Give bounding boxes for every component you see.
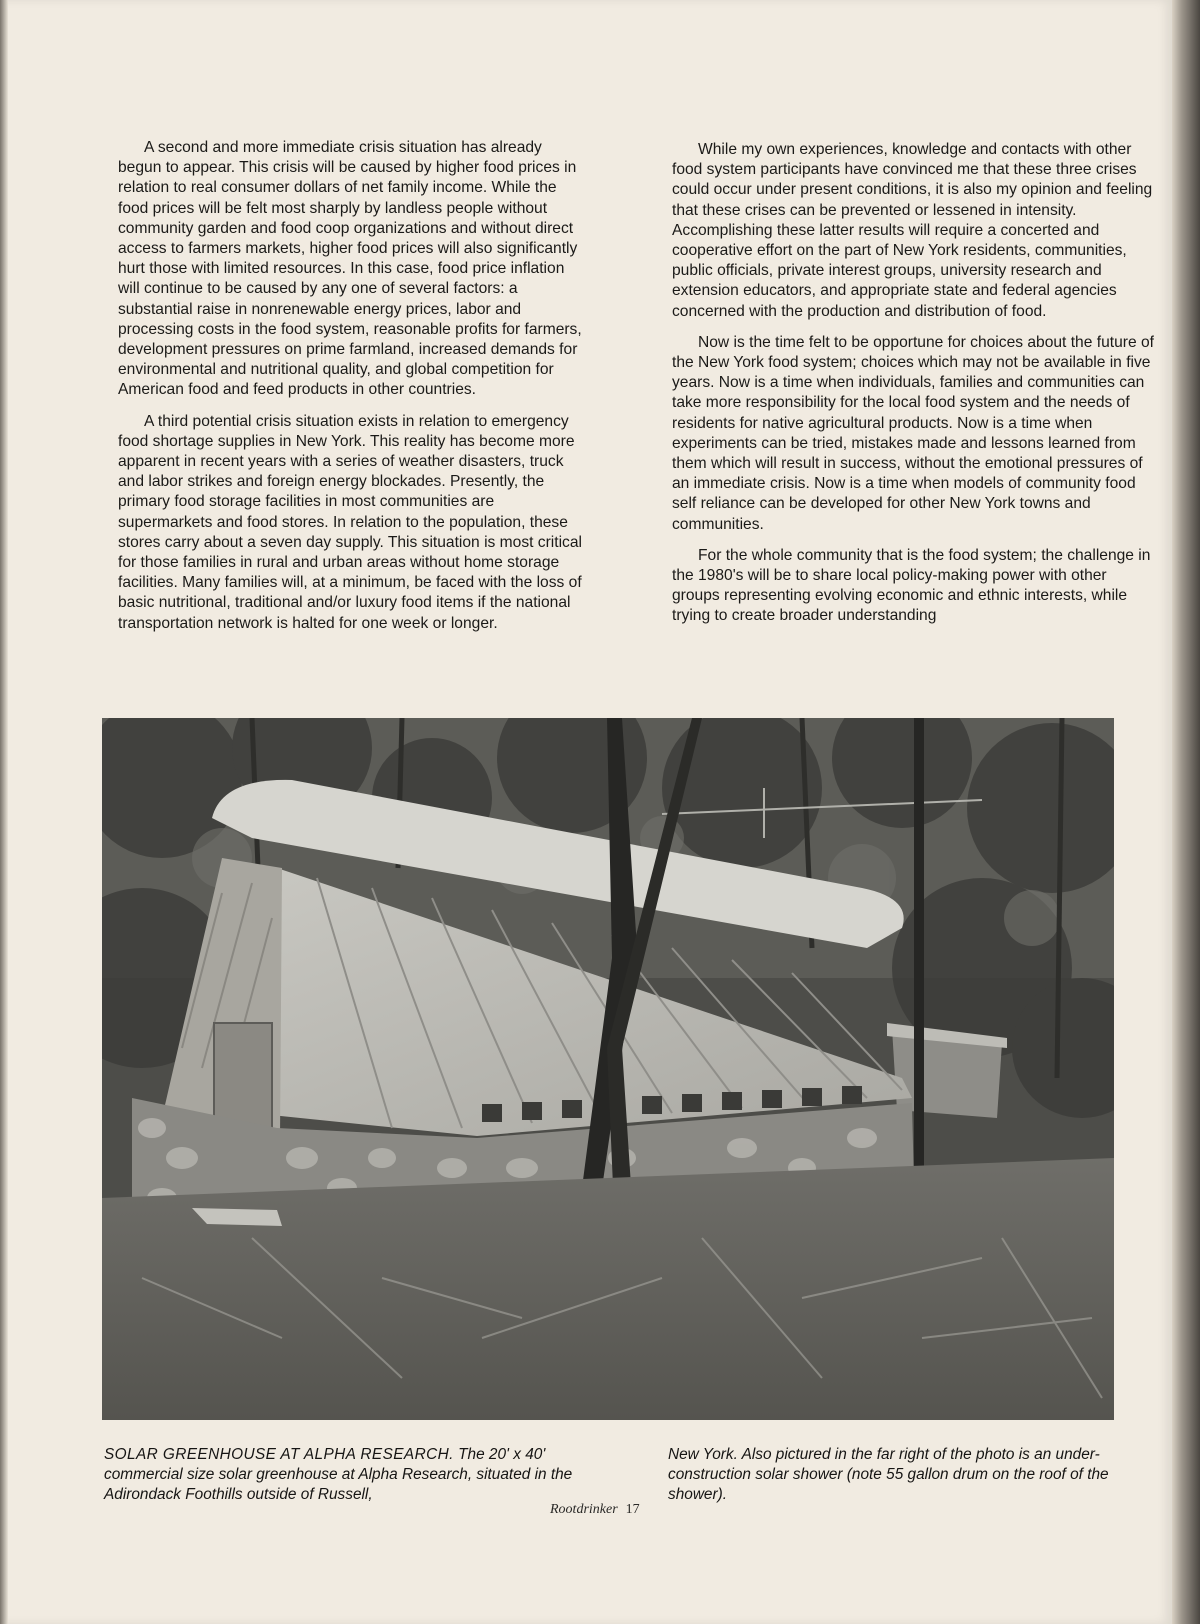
page-binding-edge (0, 0, 8, 1624)
caption-title: SOLAR GREENHOUSE AT ALPHA RESEARCH. (104, 1446, 454, 1463)
photo-caption-left (104, 1445, 584, 1505)
publication-name: Rootdrinker (550, 1502, 618, 1517)
greenhouse-photo (102, 718, 1114, 1420)
page-stack-edge (1172, 0, 1200, 1624)
paragraph-food-prices: A second and more immediate crisis situation has already begun to appear. This crisis will be caused by higher food prices in relation to real consumer dollars of net family income. While the food prices will be felt most sharply by landless people without community garden and food coop organizations and without direct access to farmers markets, higher food prices will also significantly hurt those with limited resources. In this case, food price inflation will continue to be caused by any one of several factors: a substantial raise in nonrenewable energy prices, labor and processing costs in the food system, reasonable profits for farmers, development pressures on prime farmland, increased demands for environmental and nutritional quality, and global competition for American food and feed products in other countries. (118, 139, 582, 399)
page-number: 17 (625, 1502, 640, 1517)
paragraph-prevention: While my own experiences, knowledge and contacts with other food system participants have convinced me that these three crises could occur under present conditions, it is also my opinion and feeling that these crises can be prevented or lessened in intensity. Accomplishing these latter results will require a concerted and cooperative effort on the part of New York residents, communities, public officials, private interest groups, university research and extension educators, and appropriate state and federal agencies concerned with the production and distribution of food. (672, 141, 1153, 320)
paragraph-community-challenge: For the whole community that is the food system; the challenge in the 1980's will be to share local policy-making power with other groups representing evolving economic and ethnic interests, while trying to create broader understanding (672, 546, 1151, 625)
greenhouse-photo-illustration (102, 718, 1114, 1420)
text-column-right (672, 140, 1154, 638)
paragraph-now-is-the-time: Now is the time felt to be opportune for choices about the future of the New York food system; choices which may not be available in five years. Now is a time when individuals, families and communities can take more responsibility for the local food system and the needs of residents for native agricultural products. Now is a time when experiments can be tried, mistakes made and lessons learned from them which will result in success, without the emotional pressures of an immediate crisis. Now is a time when models of community food self reliance can be developed for other New York towns and communities. (672, 333, 1154, 533)
photo-caption-right: New York. Also pictured in the far right of the photo is an under-construction solar shower (note 55 gallon drum on the roof of the shower). (668, 1446, 1109, 1503)
caption-text-left: The 20' x 40' commercial size solar greenhouse at Alpha Research, situated in the Adirondack Foothills outside of Russell, (104, 1446, 573, 1503)
paragraph-food-shortage: A third potential crisis situation exists in relation to emergency food shortage supplies in New York. This reality has become more apparent in recent years with a series of weather disasters, truck and labor strikes and foreign energy blockades. Presently, the primary food storage facilities in most communities are supermarkets and food stores. In relation to the population, these stores carry about a seven day supply. This situation is most critical for those families in rural and urban areas without home storage facilities. Many families will, at a minimum, be faced with the loss of basic nutritional, traditional and/or luxury food items if the national transportation network is halted for one week or longer. (118, 412, 582, 632)
text-column-left (118, 138, 586, 645)
page-footer (550, 1502, 640, 1518)
